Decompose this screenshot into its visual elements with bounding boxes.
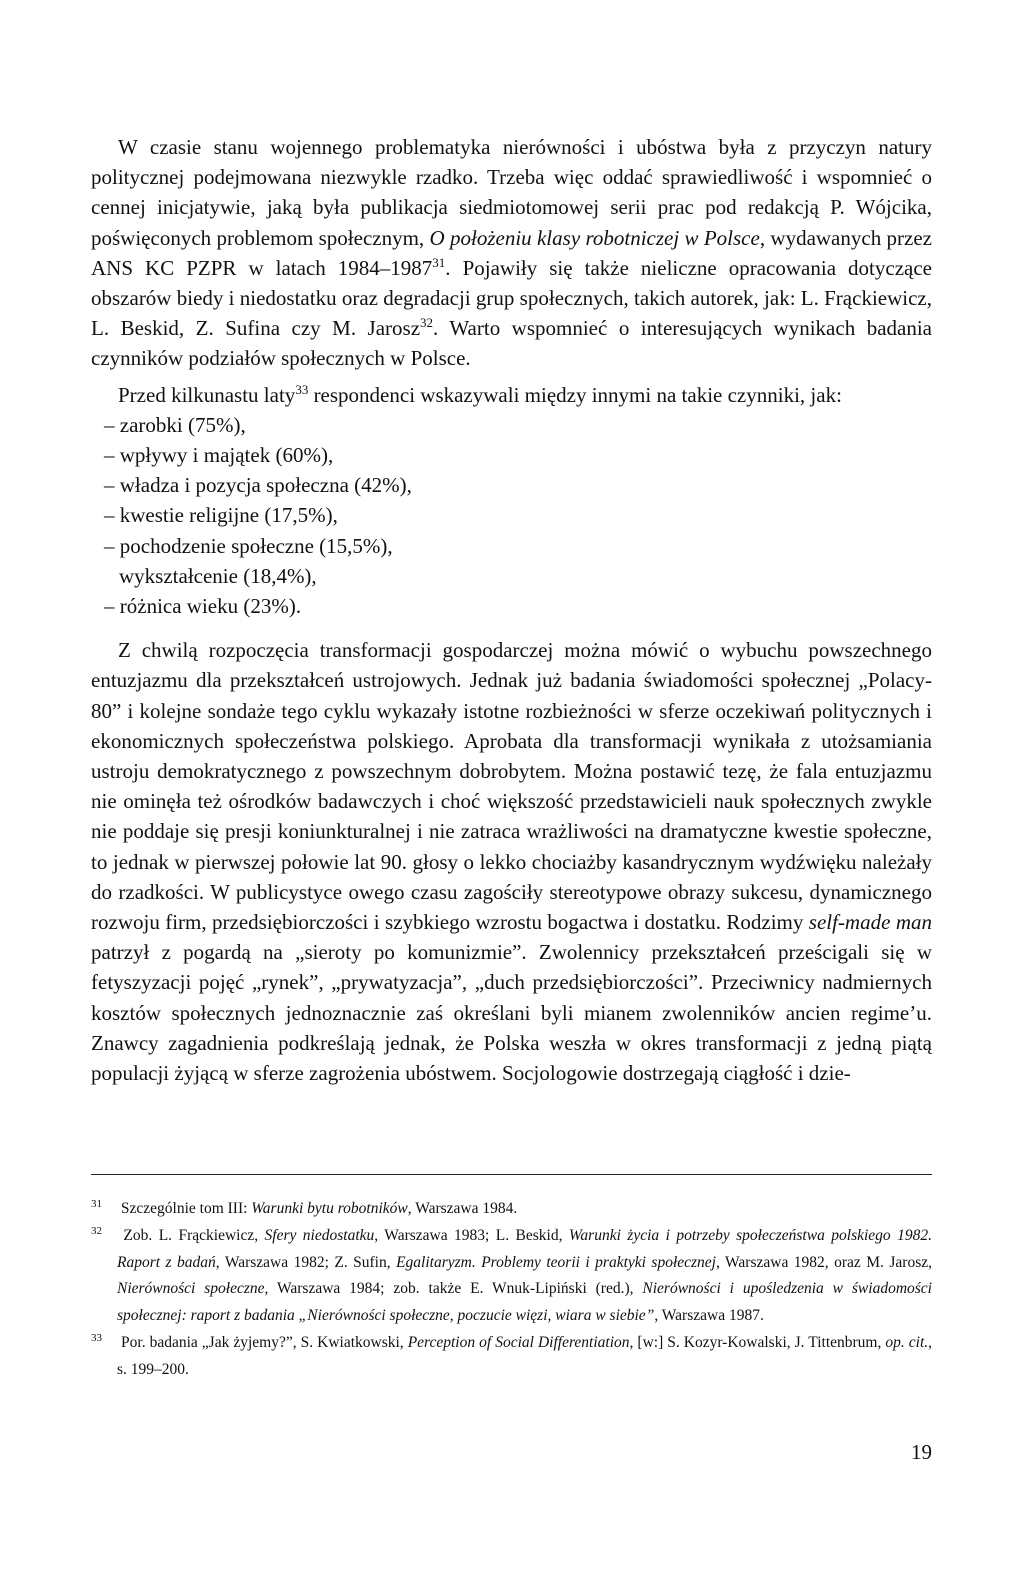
footnote-number [91,1223,117,1250]
list-item: – zarobki (75%), [104,412,246,437]
footnote-number [91,1196,117,1223]
book-title: Nierówności i upośledzenia w świadomości społecznej: raport z badania „Nierówności społeczne, poczucie więzi, wiara w siebie” [117,1280,932,1325]
text-run: . Warto wspomnieć o interesujących wynikach badania czynników podziałów społecznych w Polsce. [91,316,932,371]
list-item: – wpływy i majątek (60%), [104,443,334,468]
factor-list [91,410,932,621]
citation-abbrev: op. cit. [885,1333,929,1351]
text-run: respondenci wskazywali między innymi na takie czynniki, jak: [308,382,842,407]
footnote-32 [91,1223,932,1330]
italic-phrase: self-made man [808,910,933,935]
footnote-33 [91,1330,932,1384]
paragraph-2 [91,380,932,410]
footnote-number-text: 32 [91,1224,102,1237]
text-run: W czasie stanu wojennego problematyka nierówności i ubóstwa była z przyczyn natury politycznej podejmowana niezwykle rzadko. Trzeba więc oddać sprawiedliwość i wspomnieć o cennej inicjatywie, jaką była publikacja siedmiotomowej serii prac pod redakcją P. Wójcika, poświęconych problemom społecznym, [91,135,932,250]
book-title: Warunki bytu robotników [251,1200,408,1217]
text-run: , Warszawa 1982; Z. Sufin, [215,1253,397,1271]
text-run: Zob. L. Frąckiewicz, [117,1226,265,1244]
footnotes [91,1196,932,1384]
book-title: O położeniu klasy robotniczej w Polsce [429,225,760,250]
text-run: , Warszawa 1984; zob. także E. Wnuk-Lipiński (red.), [264,1280,643,1298]
book-title: Egalitaryzm. Problemy teorii i praktyki społecznej [396,1253,716,1271]
footnote-ref-31[interactable]: 31 [432,254,446,270]
book-title: Nierówności społeczne [117,1280,265,1298]
text-run: , Warszawa 1982, oraz M. Jarosz, [715,1253,932,1271]
text-run: Szczególnie tom III: [117,1200,252,1217]
text-run: , s. 199–200. [117,1333,933,1378]
page-number: 19 [911,1440,932,1464]
list-item: – różnica wieku (23%). [104,594,302,619]
text-run: Por. badania „Jak żyjemy?”, S. Kwiatkowski, [117,1333,408,1351]
footnote-ref-33[interactable]: 33 [295,381,309,397]
text-run: , Warszawa 1983; L. Beskid, [374,1226,569,1244]
paragraph-1 [91,132,932,374]
text-run: , [w:] S. Kozyr-Kowalski, J. Tittenbrum, [629,1333,886,1351]
main-text [91,132,932,1088]
text-run: , Warszawa 1984. [407,1200,518,1217]
list-item: – kwestie religijne (17,5%), [104,503,338,528]
footnote-number-text: 31 [91,1198,102,1210]
book-title: Sfery niedostatku [264,1226,375,1244]
footnote-number [91,1330,117,1357]
text-run: . Pojawiły się także nieliczne opracowania dotyczące obszarów biedy i niedostatku oraz degradacji grup społecznych, takich autorek, jak: L. Frąckiewicz, L. Beskid, Z. Sufina czy M. Jarosz [91,255,932,341]
footnote-divider [91,1174,932,1175]
paragraph-3 [91,635,932,1088]
text-run: patrzył z pogardą na „sieroty po komunizmie”. Zwolennicy przekształceń prześcigali się w fetyszyzacji pojęć „rynek”, „prywatyzacja”, „duch przedsiębiorczości”. Przeciwnicy nadmiernych kosztów społecznych jednoznacznie zaś określani byli mianem zwolenników ancien regime’u. Znawcy zagadnienia podkreślają jednak, że Polska weszła w okres transformacji z jedną piątą populacji żyjącą w sferze zagrożenia ubóstwem. Socjologowie dostrzegają ciągłość i dzie- [91,940,932,1086]
text-run: Przed kilkunastu laty [118,382,296,407]
book-title: Perception of Social Differentiation [407,1333,630,1351]
text-run: , Warszawa 1987. [654,1307,764,1325]
list-item: wykształcenie (18,4%), [119,563,317,588]
footnote-31 [91,1196,932,1223]
text-run: , wydawanych przez ANS KC PZPR w latach 1984–1987 [91,225,932,280]
footnote-number-text: 33 [91,1331,102,1344]
list-item: – władza i pozycja społeczna (42%), [104,473,412,498]
list-item: – pochodzenie społeczne (15,5%), [104,533,393,558]
book-title: Warunki życia i potrzeby społeczeństwa polskiego 1982. Raport z badań [117,1226,932,1271]
text-run: Z chwilą rozpoczęcia transformacji gospodarczej można mówić o wybuchu powszechnego entuzjazmu dla przekształceń ustrojowych. Jednak już badania świadomości społecznej „Polacy-80” i kolejne sondaże tego cyklu wykazały istotne rozbieżności w sferze oczekiwań politycznych i ekonomicznych społeczeństwa polskiego. Aprobata dla transformacji wynikała z utożsamiania ustroju demokratycznego z powszechnym dobrobytem. Można postawić tezę, że fala entuzjazmu nie ominęła też ośrodków badawczych i choć większość przedstawicieli nauk społecznych zwykle nie poddaje się presji koniunkturalnej i nie zatraca wrażliwości na dramatyczne kwestie społeczne, to jednak w pierwszej połowie lat 90. głosy o lekko chociażby kasandrycznym wydźwięku należały do rzadkości. W publicystyce owego czasu zagościły stereotypowe obrazy sukcesu, dynamicznego rozwoju firm, przedsiębiorczości i szybkiego wzrostu bogactwa i dostatku. Rodzimy [91,638,932,935]
footnote-ref-32[interactable]: 32 [420,315,434,331]
